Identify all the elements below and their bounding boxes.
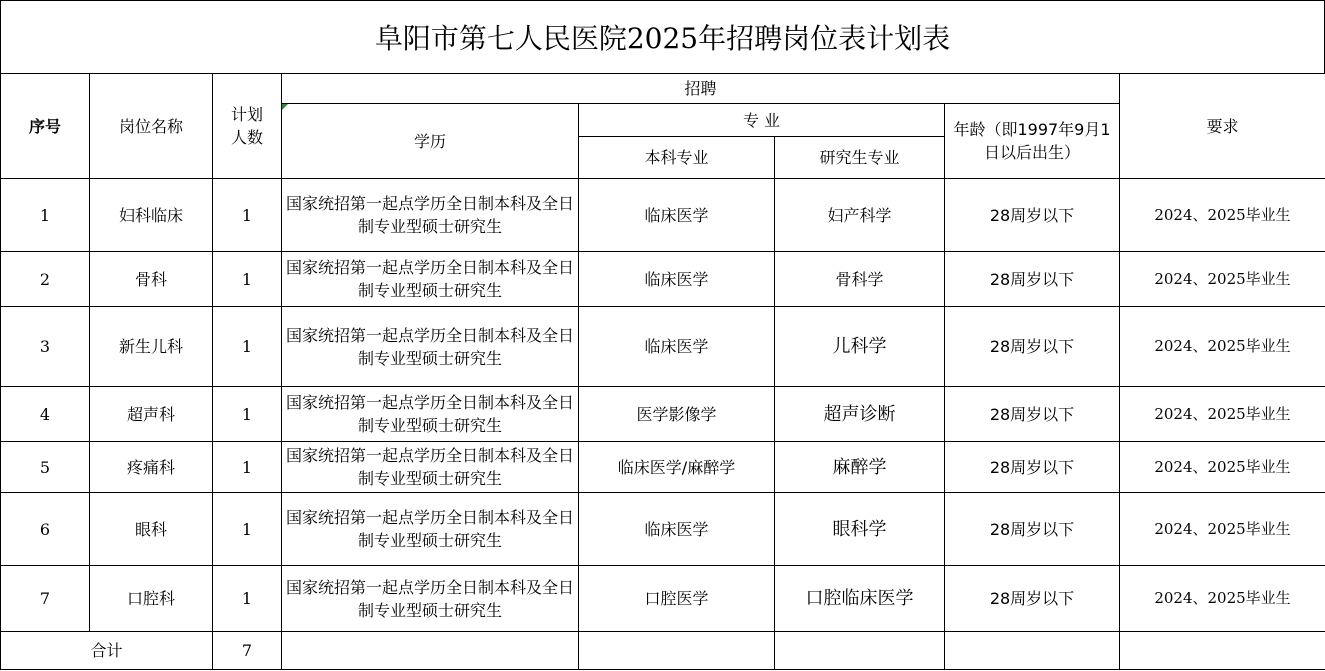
total-empty-cell	[579, 632, 775, 670]
cell-count: 1	[213, 566, 282, 632]
cell-undergrad: 临床医学	[579, 179, 775, 252]
cell-count: 1	[213, 387, 282, 442]
cell-education: 国家统招第一起点学历全日制本科及全日制专业型硕士研究生	[282, 442, 579, 493]
total-empty-cell	[1120, 632, 1325, 670]
cell-seq: 6	[1, 493, 90, 566]
table-row	[1, 387, 1325, 442]
cell-position: 骨科	[90, 252, 213, 307]
cell-position: 新生儿科	[90, 307, 213, 387]
cell-requirement: 2024、2025毕业生	[1120, 442, 1325, 493]
cell-education: 国家统招第一起点学历全日制本科及全日制专业型硕士研究生	[282, 387, 579, 442]
header-plan-count: 计划人数	[213, 74, 282, 179]
cell-age: 28周岁以下	[945, 566, 1120, 632]
cell-education: 国家统招第一起点学历全日制本科及全日制专业型硕士研究生	[282, 252, 579, 307]
cell-education: 国家统招第一起点学历全日制本科及全日制专业型硕士研究生	[282, 566, 579, 632]
cell-education: 国家统招第一起点学历全日制本科及全日制专业型硕士研究生	[282, 179, 579, 252]
page-title: 阜阳市第七人民医院2025年招聘岗位表计划表	[0, 0, 1325, 73]
total-row	[1, 632, 1325, 670]
cell-count: 1	[213, 307, 282, 387]
cell-count: 1	[213, 252, 282, 307]
header-major: 专 业	[579, 104, 945, 137]
header-seq: 序号	[1, 74, 90, 179]
table-row	[1, 442, 1325, 493]
cell-education: 国家统招第一起点学历全日制本科及全日制专业型硕士研究生	[282, 493, 579, 566]
cell-undergrad: 口腔医学	[579, 566, 775, 632]
header-age: 年龄（即1997年9月1日以后出生）	[945, 104, 1120, 179]
cell-undergrad: 临床医学	[579, 252, 775, 307]
cell-age: 28周岁以下	[945, 387, 1120, 442]
cell-grad: 妇产科学	[775, 179, 945, 252]
cell-seq: 1	[1, 179, 90, 252]
recruitment-table	[0, 73, 1325, 670]
cell-position: 眼科	[90, 493, 213, 566]
cell-seq: 3	[1, 307, 90, 387]
cell-undergrad: 临床医学	[579, 493, 775, 566]
cell-requirement: 2024、2025毕业生	[1120, 252, 1325, 307]
cell-age: 28周岁以下	[945, 442, 1120, 493]
cell-grad: 儿科学	[775, 307, 945, 387]
cell-grad: 骨科学	[775, 252, 945, 307]
cell-grad: 麻醉学	[775, 442, 945, 493]
table-row	[1, 493, 1325, 566]
header-recruit: 招聘	[282, 74, 1120, 104]
total-empty-cell	[282, 632, 579, 670]
cell-age: 28周岁以下	[945, 307, 1120, 387]
cell-position: 超声科	[90, 387, 213, 442]
cell-position: 疼痛科	[90, 442, 213, 493]
header-undergrad-major: 本科专业	[579, 137, 775, 179]
cell-requirement: 2024、2025毕业生	[1120, 493, 1325, 566]
cell-undergrad: 临床医学	[579, 307, 775, 387]
table-row	[1, 252, 1325, 307]
cell-requirement: 2024、2025毕业生	[1120, 179, 1325, 252]
total-count: 7	[213, 632, 282, 670]
cell-seq: 4	[1, 387, 90, 442]
table-row	[1, 307, 1325, 387]
cell-undergrad: 医学影像学	[579, 387, 775, 442]
cell-requirement: 2024、2025毕业生	[1120, 566, 1325, 632]
total-empty-cell	[945, 632, 1120, 670]
header-education-label: 学历	[413, 131, 446, 151]
header-position: 岗位名称	[90, 74, 213, 179]
cell-undergrad: 临床医学/麻醉学	[579, 442, 775, 493]
cell-count: 1	[213, 442, 282, 493]
cell-seq: 5	[1, 442, 90, 493]
cell-position: 口腔科	[90, 566, 213, 632]
cell-position: 妇科临床	[90, 179, 213, 252]
cell-seq: 7	[1, 566, 90, 632]
table-row	[1, 179, 1325, 252]
total-label: 合计	[1, 632, 213, 670]
cell-grad: 眼科学	[775, 493, 945, 566]
header-requirement: 要求	[1120, 74, 1325, 179]
cell-grad: 口腔临床医学	[775, 566, 945, 632]
cell-count: 1	[213, 179, 282, 252]
cell-grad: 超声诊断	[775, 387, 945, 442]
total-empty-cell	[775, 632, 945, 670]
cell-requirement: 2024、2025毕业生	[1120, 307, 1325, 387]
table-row	[1, 566, 1325, 632]
cell-count: 1	[213, 493, 282, 566]
cell-age: 28周岁以下	[945, 252, 1120, 307]
cell-seq: 2	[1, 252, 90, 307]
cell-education: 国家统招第一起点学历全日制本科及全日制专业型硕士研究生	[282, 307, 579, 387]
cell-age: 28周岁以下	[945, 179, 1120, 252]
cell-requirement: 2024、2025毕业生	[1120, 387, 1325, 442]
header-grad-major: 研究生专业	[775, 137, 945, 179]
header-education	[282, 104, 579, 179]
cell-age: 28周岁以下	[945, 493, 1120, 566]
comment-marker	[282, 104, 288, 110]
